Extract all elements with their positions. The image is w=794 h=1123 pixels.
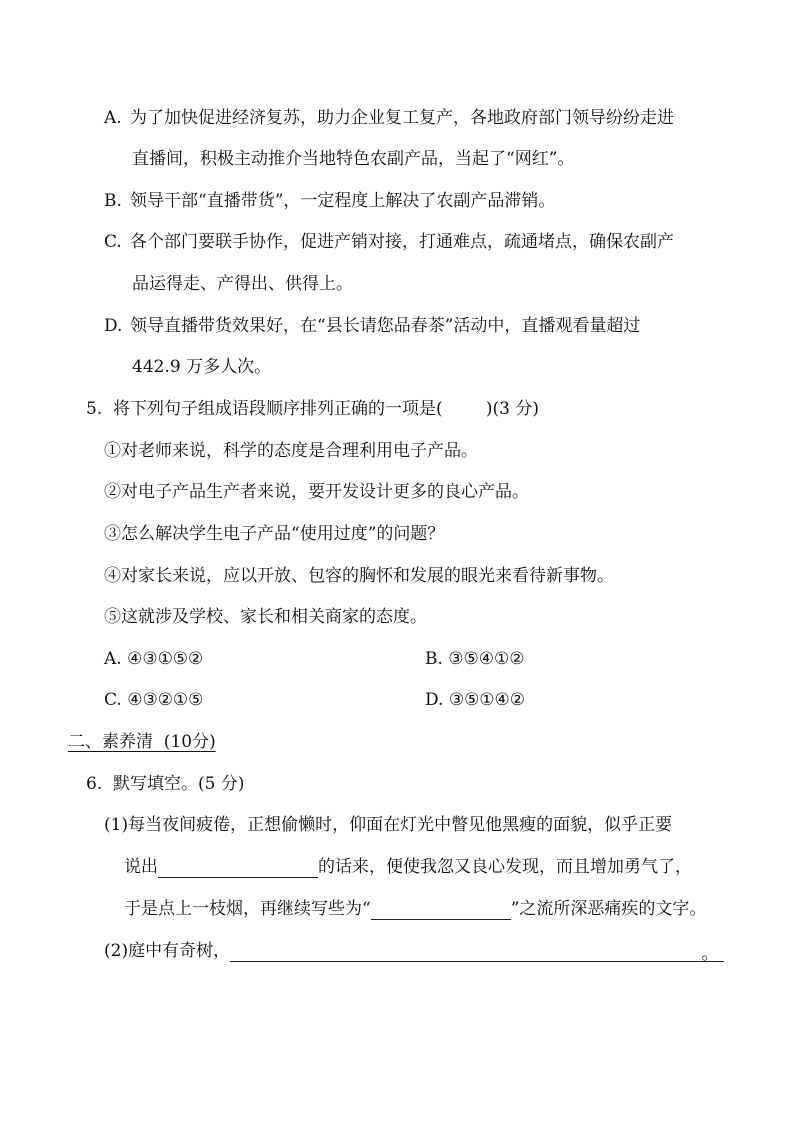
option-c-letter: C. <box>104 232 122 252</box>
answer-blank-2[interactable] <box>371 901 511 920</box>
option-d-text: 领导直播带货效果好，在“县长请您品春茶”活动中，直播观看量超过 <box>130 316 641 336</box>
answer-blank-1[interactable] <box>158 859 318 878</box>
q6-part1-line2 <box>124 856 692 878</box>
option-c-line2: 品运得走、产得出、供得上。 <box>132 274 353 294</box>
q6-part1-line1: (1)每当夜间疲倦，正想偷懒时，仰面在灯光中瞥见他黑瘦的面貌，似乎正要 <box>104 815 673 835</box>
q5-sentence-4: ④对家长来说，应以开放、包容的胸怀和发展的眼光来看待新事物。 <box>104 566 614 586</box>
q5-option-d: D. ③⑤①④② <box>425 690 526 710</box>
option-a-line1 <box>104 107 674 129</box>
q5-sentence-1: ①对老师来说，科学的态度是合理利用电子产品。 <box>104 441 478 461</box>
q5-sentence-5: ⑤这就涉及学校、家长和相关商家的态度。 <box>104 607 427 627</box>
q6-part1-line2-start: 说出 <box>124 857 158 877</box>
q5-sentence-3: ③怎么解决学生电子产品“使用过度”的问题？ <box>104 524 445 544</box>
q6-part1-line3-end: ”之流所深恶痛疾的文字。 <box>510 899 707 919</box>
q6-part2-start: (2)庭中有奇树， <box>104 941 231 961</box>
q5-sentence-2: ②对电子产品生产者来说，要开发设计更多的良心产品。 <box>104 482 529 502</box>
option-d-line2: 442.9 万多人次。 <box>132 357 272 377</box>
q6-part2 <box>104 940 724 962</box>
q6-part1-line3 <box>124 898 706 920</box>
option-a-letter: A. <box>104 108 122 128</box>
option-b-text: 领导干部“直播带货”，一定程度上解决了农副产品滞销。 <box>130 191 556 211</box>
option-b-letter: B. <box>104 191 122 211</box>
section-2-title: 二、素养清 (10分) <box>68 732 216 752</box>
q6-part1-line2-end: 的话来，便使我忽又良心发现，而且增加勇气了， <box>318 857 692 877</box>
question-6-stem: 6. 默写填空。(5 分) <box>86 774 245 794</box>
option-a-line2: 直播间，积极主动推介当地特色农副产品，当起了“网红”。 <box>132 149 575 169</box>
option-c-text: 各个部门要联手协作，促进产销对接，打通难点，疏通堵点，确保农副产 <box>130 232 674 252</box>
option-c-line1 <box>104 231 674 253</box>
answer-blank-3[interactable] <box>230 943 696 962</box>
option-a-text: 为了加快促进经济复苏，助力企业复工复产，各地政府部门领导纷纷走进 <box>130 108 674 128</box>
q5-option-c: C. ④③②①⑤ <box>104 690 204 710</box>
q5-option-b: B. ③⑤④①② <box>425 649 525 669</box>
option-b-line1 <box>104 190 555 212</box>
q6-part1-line3-start: 于是点上一枝烟，再继续写些为“ <box>124 899 371 919</box>
option-d-line1 <box>104 315 640 337</box>
question-5-stem: 5. 将下列句子组成语段顺序排列正确的一项是( )(3 分) <box>86 399 540 419</box>
q5-option-a: A. ④③①⑤② <box>104 649 204 669</box>
option-d-letter: D. <box>104 316 123 336</box>
q6-part2-end: 。 <box>696 943 724 962</box>
